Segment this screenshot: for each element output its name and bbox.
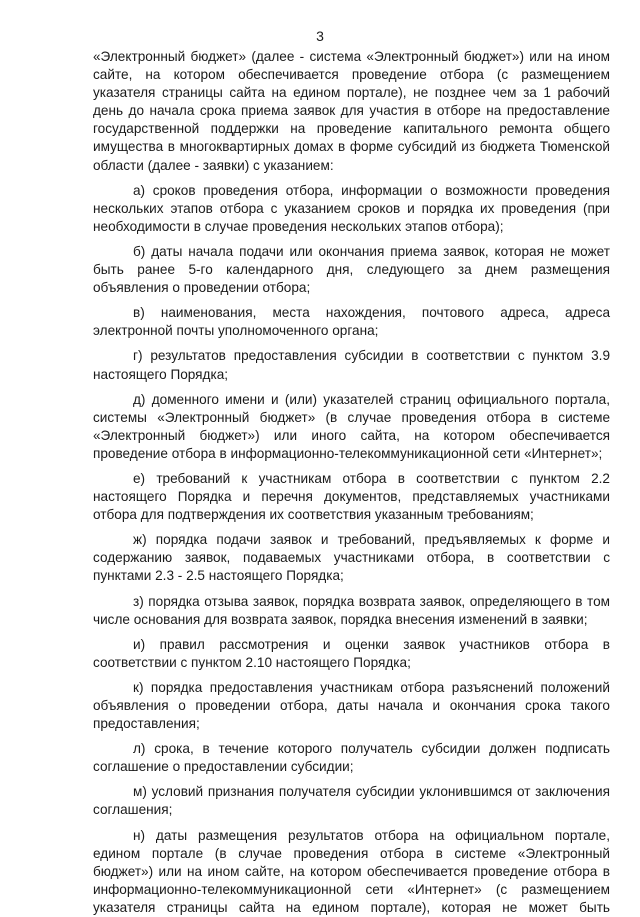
document-body [93, 48, 610, 917]
paragraph-item-a: а) сроков проведения отбора, информации о возможности проведения нескольких этапов отбора с указанием сроков и порядка их проведения (при необходимости в случае проведения нескольких этапов отбора); [93, 182, 610, 234]
paragraph-item-e: е) требований к участникам отбора в соответствии с пунктом 2.2 настоящего Порядка и перечня документов, представляемых участниками отбора для подтверждения их соответствия указанным требованиям; [93, 470, 610, 523]
paragraph-item-zh: ж) порядка подачи заявок и требований, предъявляемых к форме и содержанию заявок, подаваемых участниками отбора, в соответствии с пунктами 2.3 - 2.5 настоящего Порядка; [93, 532, 610, 584]
paragraph-item-v: в) наименования, места нахождения, почтового адреса, адреса электронной почты уполномоченного органа; [93, 305, 610, 339]
paragraph-item-g: г) результатов предоставления субсидии в соответствии с пунктом 3.9 настоящего Порядка; [93, 348, 610, 382]
paragraph-item-z: з) порядка отзыва заявок, порядка возврата заявок, определяющего в том числе основания для возврата заявок, порядка внесения изменений в заявки; [93, 593, 610, 627]
paragraph-item-i: и) правил рассмотрения и оценки заявок участников отбора в соответствии с пунктом 2.10 настоящего Порядка; [93, 636, 610, 670]
paragraph-item-m: м) условий признания получателя субсидии уклонившимся от заключения соглашения; [93, 784, 610, 818]
paragraph-item-k: к) порядка предоставления участникам отбора разъяснений положений объявления о проведении отбора, даты начала и окончания срока такого предоставления; [93, 679, 610, 732]
paragraph-item-n: н) даты размещения результатов отбора на официальном портале, едином портале (в случае проведения отбора в системе «Электронный бюджет») или на ином сайте, на котором обеспечивается проведение отбора в информационно-телекоммуникационной сети «Интернет» (с размещением указателя страницы сайта на едином портале), которая не может быть [93, 827, 610, 915]
paragraph-item-b: б) даты начала подачи или окончания приема заявок, которая не может быть ранее 5-го календарного дня, следующего за днем размещения объявления о проведении отбора; [93, 243, 610, 296]
page-number: 3 [316, 28, 324, 44]
paragraph-item-l: л) срока, в течение которого получатель субсидии должен подписать соглашение о предоставлении субсидии; [93, 741, 610, 775]
paragraph-intro: «Электронный бюджет» (далее - система «Электронный бюджет») или на ином сайте, на котором обеспечивается проведение отбора (с размещением указателя страницы сайта на едином портале), не позднее чем за 1 рабочий день до начала срока приема заявок для участия в отборе на предоставление государственной поддержки на проведение капитального ремонта общего имущества в многоквартирных домах в форме субсидий из бюджета Тюменской области (далее - заявки) с указанием: [93, 49, 610, 173]
paragraph-item-d: д) доменного имени и (или) указателей страниц официального портала, системы «Электронный бюджет» (в случае проведения отбора в системе «Электронный бюджет») или иного сайта, на котором обеспечивается проведение отбора в информационно-телекоммуникационной сети «Интернет»; [93, 391, 610, 461]
